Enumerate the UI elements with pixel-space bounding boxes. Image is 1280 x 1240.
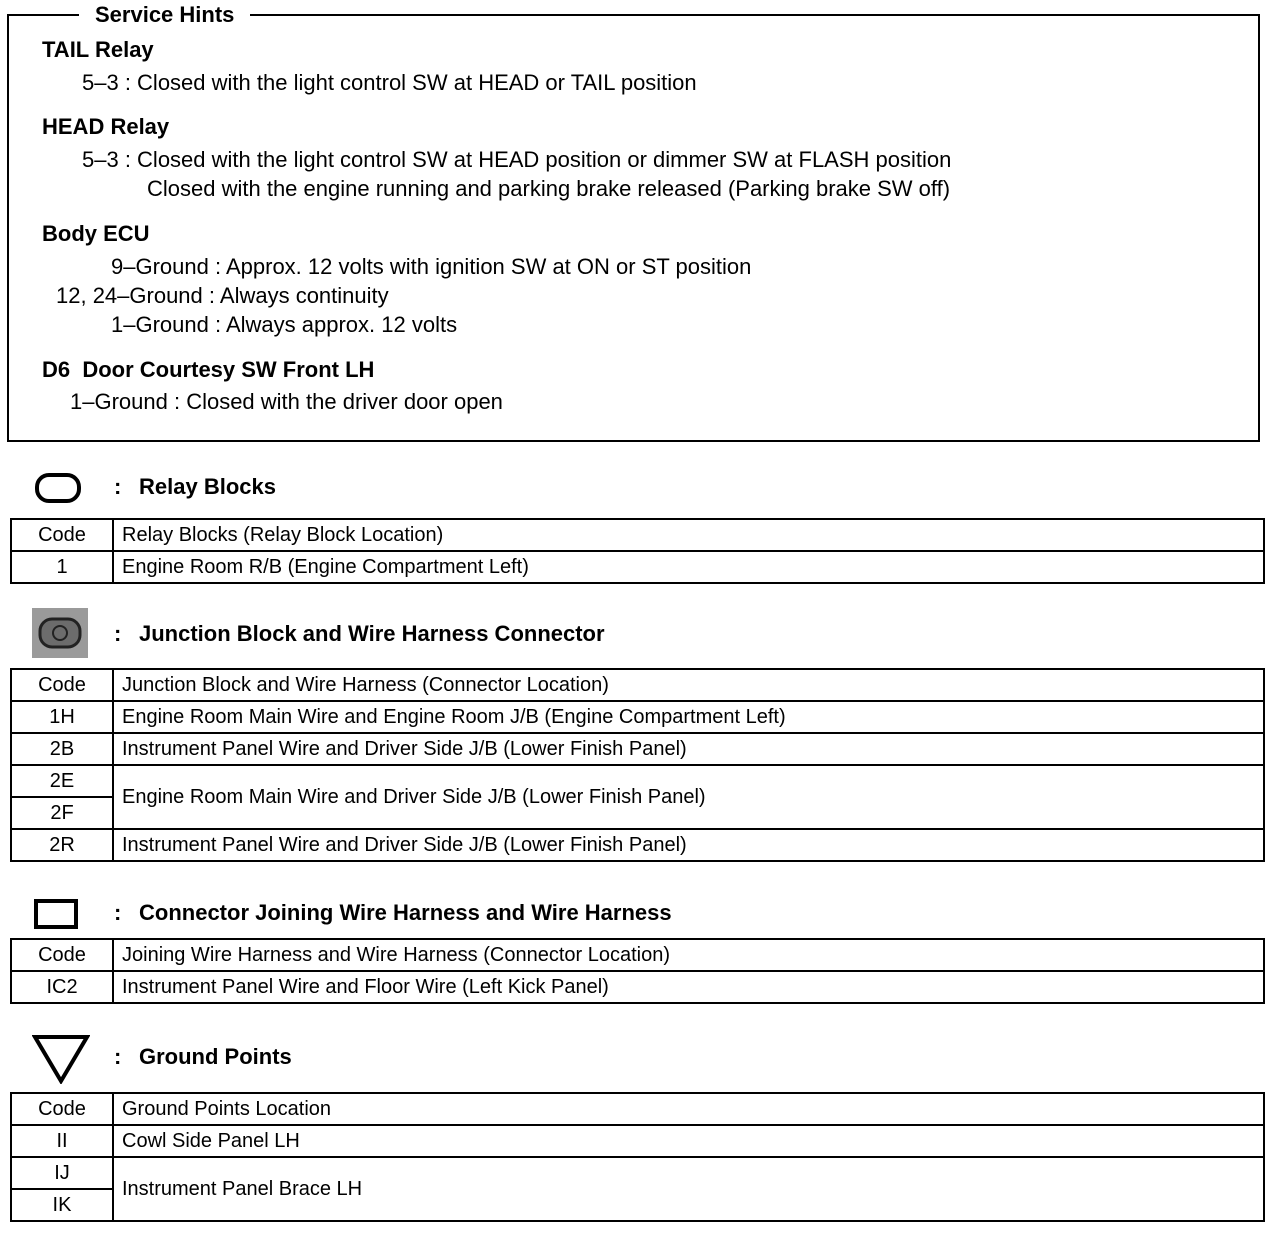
ground-points-title: Ground Points <box>139 1044 292 1069</box>
code-cell: 2R <box>11 829 113 861</box>
table-row <box>11 829 1264 861</box>
body-ecu-line-3: 1–Ground : Always approx. 12 volts <box>111 312 458 337</box>
ground-points-colon: : <box>114 1044 122 1069</box>
location-cell: Instrument Panel Wire and Driver Side J/B (Lower Finish Panel) <box>113 829 1264 861</box>
relay-blocks-colon: : <box>114 474 122 499</box>
code-cell: IC2 <box>11 971 113 1003</box>
d6-heading: D6 Door Courtesy SW Front LH <box>42 357 375 382</box>
junction-blocks-table <box>10 668 1265 862</box>
junction-block-icon <box>32 608 88 658</box>
table-header-row <box>11 939 1264 971</box>
location-cell: Instrument Panel Brace LH <box>113 1157 1264 1221</box>
service-hints-title: Service Hints <box>79 2 250 28</box>
table-row <box>11 733 1264 765</box>
code-header: Code <box>11 519 113 551</box>
code-header: Code <box>11 669 113 701</box>
body-ecu-line-1: 9–Ground : Approx. 12 volts with ignition SW at ON or ST position <box>111 254 752 279</box>
table-row <box>11 701 1264 733</box>
table-row <box>11 1125 1264 1157</box>
connectors-table <box>10 938 1265 1004</box>
tail-relay-heading: TAIL Relay <box>42 37 154 62</box>
d6-line: 1–Ground : Closed with the driver door open <box>70 389 503 414</box>
junction-blocks-colon: : <box>114 621 122 646</box>
code-header: Code <box>11 1093 113 1125</box>
connectors-title: Connector Joining Wire Harness and Wire Harness <box>139 900 672 925</box>
table-row <box>11 551 1264 583</box>
location-cell: Engine Room R/B (Engine Compartment Left) <box>113 551 1264 583</box>
body-ecu-heading: Body ECU <box>42 221 150 246</box>
table-row <box>11 765 1264 797</box>
location-header: Relay Blocks (Relay Block Location) <box>113 519 1264 551</box>
relay-blocks-table <box>10 518 1265 584</box>
location-cell: Engine Room Main Wire and Engine Room J/B (Engine Compartment Left) <box>113 701 1264 733</box>
table-header-row <box>11 1093 1264 1125</box>
table-row <box>11 971 1264 1003</box>
code-cell: 1H <box>11 701 113 733</box>
relay-block-icon <box>34 472 82 504</box>
location-cell: Instrument Panel Wire and Floor Wire (Left Kick Panel) <box>113 971 1264 1003</box>
location-cell: Cowl Side Panel LH <box>113 1125 1264 1157</box>
table-header-row <box>11 519 1264 551</box>
code-cell: IK <box>11 1189 113 1221</box>
ground-points-table <box>10 1092 1265 1222</box>
table-header-row <box>11 669 1264 701</box>
location-header: Joining Wire Harness and Wire Harness (Connector Location) <box>113 939 1264 971</box>
location-header: Ground Points Location <box>113 1093 1264 1125</box>
tail-relay-line: 5–3 : Closed with the light control SW at HEAD or TAIL position <box>82 70 697 95</box>
code-cell: IJ <box>11 1157 113 1189</box>
table-row <box>11 1157 1264 1189</box>
code-header: Code <box>11 939 113 971</box>
ground-point-icon <box>32 1034 90 1084</box>
head-relay-line-1: 5–3 : Closed with the light control SW at HEAD position or dimmer SW at FLASH position <box>82 147 952 172</box>
code-cell: 2F <box>11 797 113 829</box>
relay-blocks-title: Relay Blocks <box>139 474 276 499</box>
code-cell: 2B <box>11 733 113 765</box>
junction-blocks-title: Junction Block and Wire Harness Connector <box>139 621 605 646</box>
code-cell: II <box>11 1125 113 1157</box>
head-relay-heading: HEAD Relay <box>42 114 170 139</box>
location-cell: Instrument Panel Wire and Driver Side J/B (Lower Finish Panel) <box>113 733 1264 765</box>
head-relay-line-2: Closed with the engine running and parking brake released (Parking brake SW off) <box>147 176 951 201</box>
location-cell: Engine Room Main Wire and Driver Side J/B (Lower Finish Panel) <box>113 765 1264 829</box>
body-ecu-line-2: 12, 24–Ground : Always continuity <box>56 283 389 308</box>
connector-icon <box>34 899 78 929</box>
code-cell: 1 <box>11 551 113 583</box>
code-cell: 2E <box>11 765 113 797</box>
connectors-colon: : <box>114 900 122 925</box>
location-header: Junction Block and Wire Harness (Connector Location) <box>113 669 1264 701</box>
